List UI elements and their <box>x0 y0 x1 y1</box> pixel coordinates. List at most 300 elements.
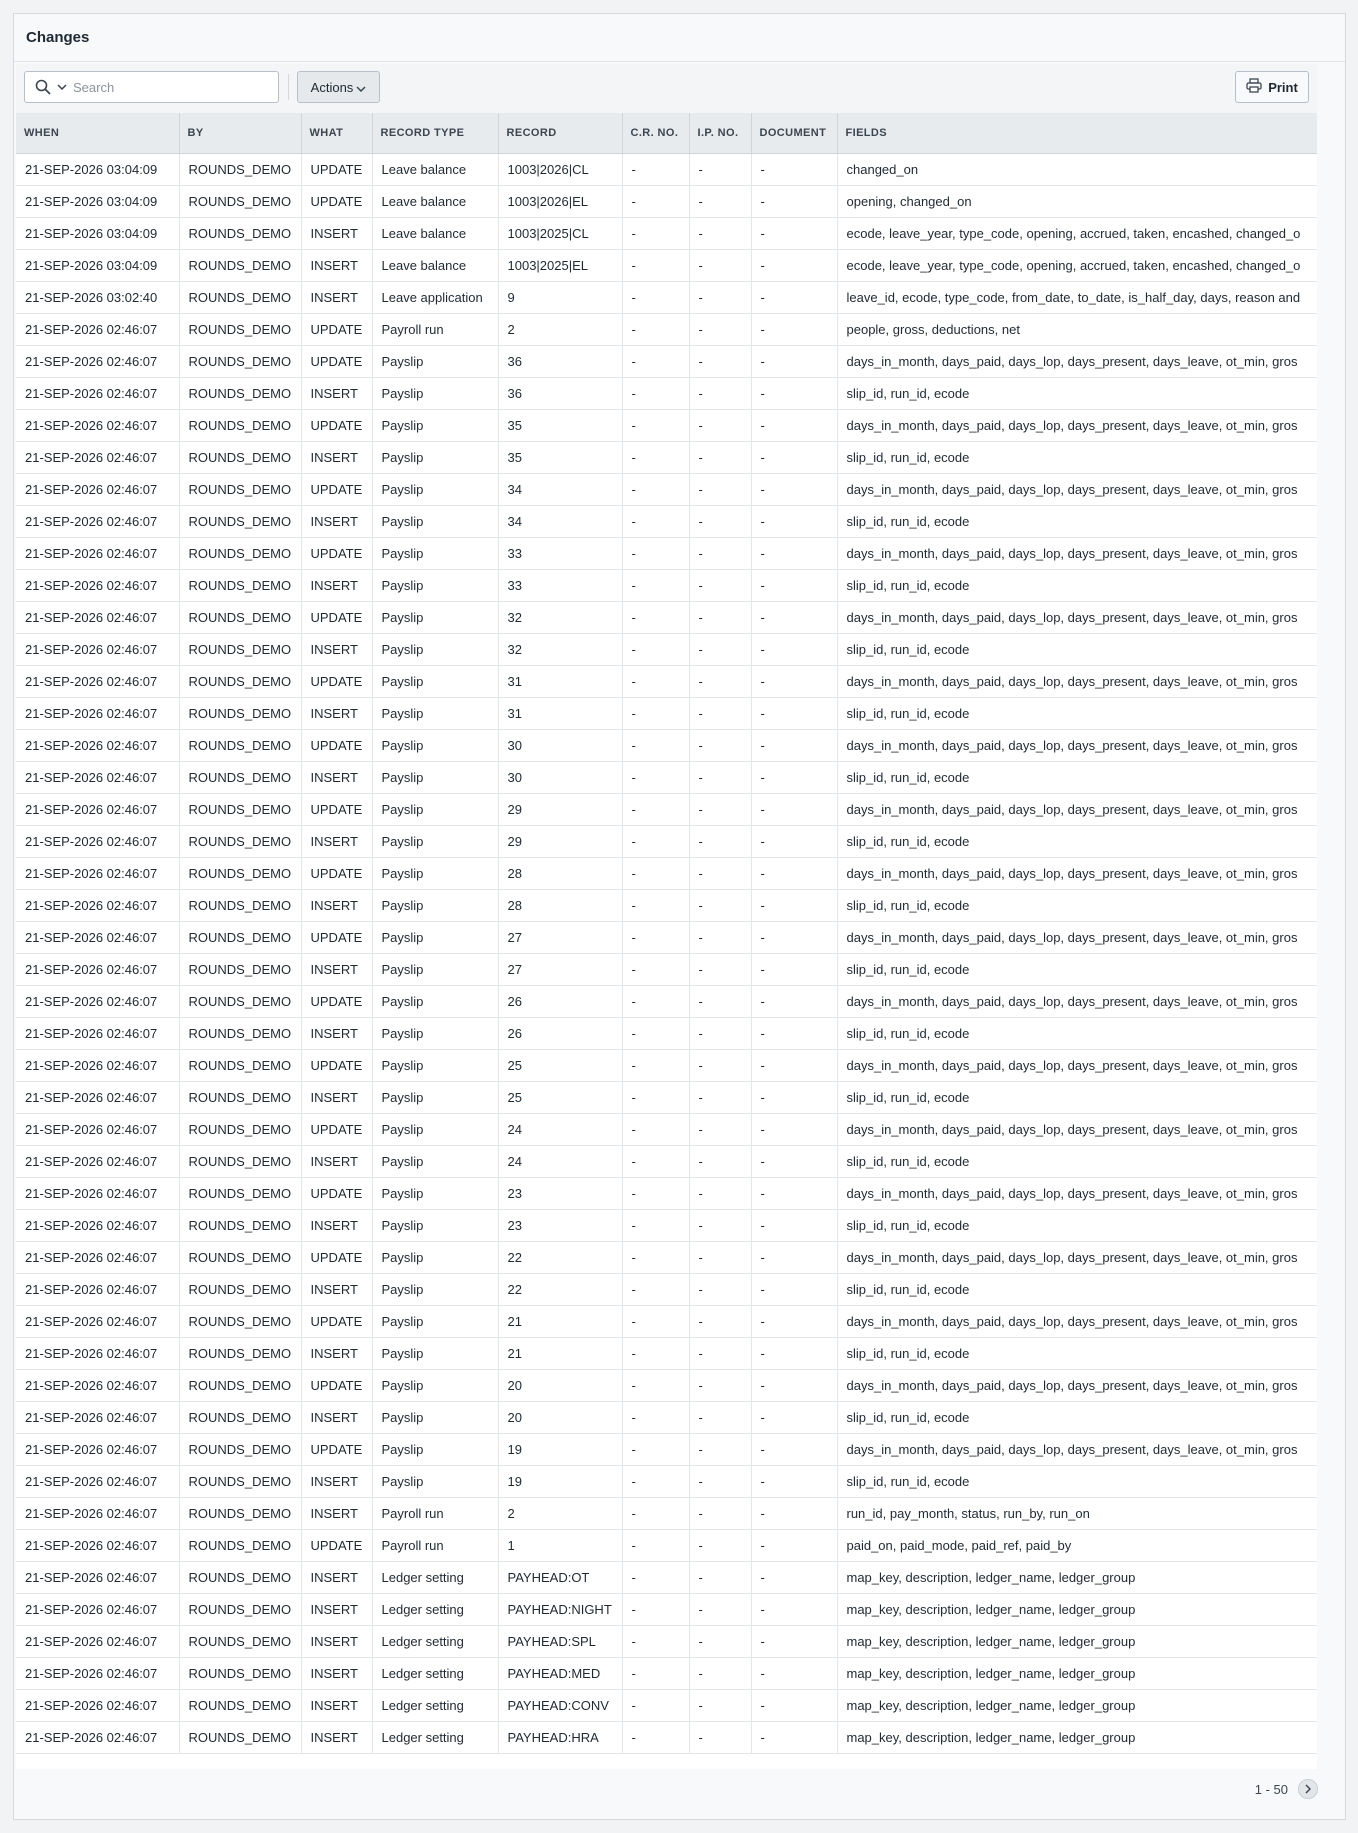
cell-cr-no: - <box>622 505 689 537</box>
column-header-record-type[interactable]: RECORD TYPE <box>372 113 498 153</box>
cell-record: 31 <box>498 665 622 697</box>
cell-fields: slip_id, run_id, ecode <box>837 569 1317 601</box>
cell-document: - <box>751 313 837 345</box>
table-row[interactable] <box>16 1401 1317 1433</box>
table-row[interactable] <box>16 857 1317 889</box>
cell-fields: people, gross, deductions, net <box>837 313 1317 345</box>
cell-record: 2 <box>498 313 622 345</box>
cell-record-type: Payslip <box>372 1433 498 1465</box>
toolbar <box>16 64 1317 113</box>
cell-cr-no: - <box>622 1689 689 1721</box>
cell-what: INSERT <box>301 569 372 601</box>
cell-record-type: Payslip <box>372 953 498 985</box>
cell-by: ROUNDS_DEMO <box>179 1497 301 1529</box>
table-row[interactable] <box>16 217 1317 249</box>
cell-what: INSERT <box>301 1657 372 1689</box>
cell-document: - <box>751 569 837 601</box>
cell-what: INSERT <box>301 1593 372 1625</box>
table-row[interactable] <box>16 569 1317 601</box>
table-row[interactable] <box>16 1497 1317 1529</box>
cell-when: 21-SEP-2026 03:04:09 <box>16 217 179 249</box>
cell-when: 21-SEP-2026 02:46:07 <box>16 345 179 377</box>
cell-when: 21-SEP-2026 02:46:07 <box>16 505 179 537</box>
cell-record: 22 <box>498 1273 622 1305</box>
cell-record: 29 <box>498 825 622 857</box>
cell-fields: changed_on <box>837 153 1317 185</box>
cell-cr-no: - <box>622 1081 689 1113</box>
cell-ip-no: - <box>689 921 751 953</box>
cell-by: ROUNDS_DEMO <box>179 153 301 185</box>
cell-cr-no: - <box>622 665 689 697</box>
cell-by: ROUNDS_DEMO <box>179 377 301 409</box>
table-row[interactable] <box>16 1241 1317 1273</box>
cell-what: UPDATE <box>301 409 372 441</box>
cell-by: ROUNDS_DEMO <box>179 569 301 601</box>
table-row[interactable] <box>16 889 1317 921</box>
cell-when: 21-SEP-2026 02:46:07 <box>16 1465 179 1497</box>
cell-cr-no: - <box>622 569 689 601</box>
cell-ip-no: - <box>689 441 751 473</box>
table-row[interactable] <box>16 729 1317 761</box>
cell-document: - <box>751 505 837 537</box>
table-row[interactable] <box>16 1465 1317 1497</box>
table-row[interactable] <box>16 153 1317 185</box>
cell-record-type: Payslip <box>372 697 498 729</box>
cell-cr-no: - <box>622 1433 689 1465</box>
cell-ip-no: - <box>689 857 751 889</box>
cell-what: INSERT <box>301 697 372 729</box>
panel-header <box>14 14 1345 62</box>
table-row[interactable] <box>16 377 1317 409</box>
cell-what: INSERT <box>301 1145 372 1177</box>
cell-record-type: Payslip <box>372 409 498 441</box>
cell-by: ROUNDS_DEMO <box>179 1529 301 1561</box>
table-row[interactable] <box>16 1625 1317 1657</box>
cell-when: 21-SEP-2026 02:46:07 <box>16 921 179 953</box>
actions-menu-button[interactable] <box>297 71 380 103</box>
cell-record: 29 <box>498 793 622 825</box>
cell-what: INSERT <box>301 825 372 857</box>
cell-cr-no: - <box>622 1209 689 1241</box>
table-row[interactable] <box>16 1273 1317 1305</box>
cell-when: 21-SEP-2026 02:46:07 <box>16 1177 179 1209</box>
cell-what: UPDATE <box>301 1369 372 1401</box>
cell-document: - <box>751 1433 837 1465</box>
cell-cr-no: - <box>622 1401 689 1433</box>
cell-when: 21-SEP-2026 02:46:07 <box>16 793 179 825</box>
table-row[interactable] <box>16 537 1317 569</box>
cell-by: ROUNDS_DEMO <box>179 537 301 569</box>
cell-record-type: Payslip <box>372 1145 498 1177</box>
cell-ip-no: - <box>689 633 751 665</box>
cell-record-type: Payslip <box>372 825 498 857</box>
cell-ip-no: - <box>689 377 751 409</box>
table-row[interactable] <box>16 1049 1317 1081</box>
cell-cr-no: - <box>622 953 689 985</box>
cell-record: 24 <box>498 1113 622 1145</box>
cell-record-type: Payslip <box>372 729 498 761</box>
cell-when: 21-SEP-2026 02:46:07 <box>16 857 179 889</box>
table-row[interactable] <box>16 697 1317 729</box>
cell-cr-no: - <box>622 1497 689 1529</box>
cell-fields: slip_id, run_id, ecode <box>837 441 1317 473</box>
cell-by: ROUNDS_DEMO <box>179 601 301 633</box>
table-row[interactable] <box>16 1657 1317 1689</box>
cell-record-type: Payslip <box>372 1081 498 1113</box>
column-header-ip-no[interactable]: I.P. NO. <box>689 113 751 153</box>
cell-when: 21-SEP-2026 02:46:07 <box>16 985 179 1017</box>
table-row[interactable] <box>16 665 1317 697</box>
cell-document: - <box>751 1145 837 1177</box>
cell-record: PAYHEAD:SPL <box>498 1625 622 1657</box>
table-row[interactable] <box>16 1369 1317 1401</box>
cell-ip-no: - <box>689 1145 751 1177</box>
cell-ip-no: - <box>689 345 751 377</box>
cell-by: ROUNDS_DEMO <box>179 985 301 1017</box>
cell-ip-no: - <box>689 473 751 505</box>
cell-when: 21-SEP-2026 02:46:07 <box>16 1017 179 1049</box>
table-row[interactable] <box>16 1593 1317 1625</box>
cell-record-type: Payroll run <box>372 1497 498 1529</box>
cell-record: 27 <box>498 921 622 953</box>
cell-what: INSERT <box>301 761 372 793</box>
cell-record: 25 <box>498 1081 622 1113</box>
table-row[interactable] <box>16 281 1317 313</box>
cell-document: - <box>751 1081 837 1113</box>
cell-by: ROUNDS_DEMO <box>179 505 301 537</box>
cell-what: UPDATE <box>301 185 372 217</box>
table-row[interactable] <box>16 1561 1317 1593</box>
cell-when: 21-SEP-2026 02:46:07 <box>16 889 179 921</box>
cell-document: - <box>751 921 837 953</box>
cell-when: 21-SEP-2026 02:46:07 <box>16 1241 179 1273</box>
cell-record-type: Payslip <box>372 601 498 633</box>
cell-record-type: Ledger setting <box>372 1561 498 1593</box>
cell-record: 23 <box>498 1177 622 1209</box>
cell-what: INSERT <box>301 1401 372 1433</box>
table-row[interactable] <box>16 1529 1317 1561</box>
table-row[interactable] <box>16 825 1317 857</box>
cell-fields: days_in_month, days_paid, days_lop, days_present, days_leave, ot_min, gros <box>837 857 1317 889</box>
cell-document: - <box>751 665 837 697</box>
column-header-cr-no[interactable]: C.R. NO. <box>622 113 689 153</box>
cell-record: 2 <box>498 1497 622 1529</box>
cell-record: 30 <box>498 761 622 793</box>
cell-fields: days_in_month, days_paid, days_lop, days_present, days_leave, ot_min, gros <box>837 793 1317 825</box>
cell-what: UPDATE <box>301 1049 372 1081</box>
cell-when: 21-SEP-2026 02:46:07 <box>16 1657 179 1689</box>
cell-what: INSERT <box>301 505 372 537</box>
cell-when: 21-SEP-2026 02:46:07 <box>16 1689 179 1721</box>
table-row[interactable] <box>16 1017 1317 1049</box>
cell-fields: slip_id, run_id, ecode <box>837 633 1317 665</box>
cell-record: 28 <box>498 889 622 921</box>
cell-record-type: Payslip <box>372 1337 498 1369</box>
cell-by: ROUNDS_DEMO <box>179 1689 301 1721</box>
chevron-down-icon[interactable] <box>55 72 69 102</box>
cell-ip-no: - <box>689 953 751 985</box>
cell-by: ROUNDS_DEMO <box>179 1721 301 1753</box>
cell-what: UPDATE <box>301 473 372 505</box>
cell-record: 1003|2025|EL <box>498 249 622 281</box>
cell-by: ROUNDS_DEMO <box>179 1049 301 1081</box>
cell-ip-no: - <box>689 1369 751 1401</box>
cell-what: UPDATE <box>301 153 372 185</box>
cell-when: 21-SEP-2026 02:46:07 <box>16 1593 179 1625</box>
cell-fields: run_id, pay_month, status, run_by, run_on <box>837 1497 1317 1529</box>
cell-when: 21-SEP-2026 02:46:07 <box>16 569 179 601</box>
cell-document: - <box>751 345 837 377</box>
cell-document: - <box>751 1625 837 1657</box>
cell-ip-no: - <box>689 537 751 569</box>
cell-document: - <box>751 281 837 313</box>
cell-by: ROUNDS_DEMO <box>179 345 301 377</box>
table-row[interactable] <box>16 1209 1317 1241</box>
cell-record: 33 <box>498 569 622 601</box>
cell-ip-no: - <box>689 1721 751 1753</box>
cell-by: ROUNDS_DEMO <box>179 953 301 985</box>
search-input[interactable] <box>69 73 269 101</box>
cell-what: INSERT <box>301 1017 372 1049</box>
table-row[interactable] <box>16 409 1317 441</box>
cell-ip-no: - <box>689 1113 751 1145</box>
cell-by: ROUNDS_DEMO <box>179 1337 301 1369</box>
cell-what: INSERT <box>301 441 372 473</box>
cell-ip-no: - <box>689 1561 751 1593</box>
cell-cr-no: - <box>622 1721 689 1753</box>
cell-ip-no: - <box>689 761 751 793</box>
cell-fields: slip_id, run_id, ecode <box>837 1145 1317 1177</box>
table-row[interactable] <box>16 1433 1317 1465</box>
cell-document: - <box>751 825 837 857</box>
table-row[interactable] <box>16 985 1317 1017</box>
cell-when: 21-SEP-2026 02:46:07 <box>16 473 179 505</box>
column-header-by[interactable]: BY <box>179 113 301 153</box>
cell-what: INSERT <box>301 1561 372 1593</box>
cell-by: ROUNDS_DEMO <box>179 1273 301 1305</box>
cell-when: 21-SEP-2026 02:46:07 <box>16 1433 179 1465</box>
cell-ip-no: - <box>689 1625 751 1657</box>
cell-record-type: Ledger setting <box>372 1689 498 1721</box>
cell-when: 21-SEP-2026 02:46:07 <box>16 1721 179 1753</box>
cell-fields: days_in_month, days_paid, days_lop, days_present, days_leave, ot_min, gros <box>837 1177 1317 1209</box>
cell-ip-no: - <box>689 1465 751 1497</box>
cell-when: 21-SEP-2026 02:46:07 <box>16 1529 179 1561</box>
cell-fields: map_key, description, ledger_name, ledger_group <box>837 1625 1317 1657</box>
cell-record: 23 <box>498 1209 622 1241</box>
cell-cr-no: - <box>622 1305 689 1337</box>
cell-when: 21-SEP-2026 02:46:07 <box>16 1625 179 1657</box>
cell-when: 21-SEP-2026 02:46:07 <box>16 953 179 985</box>
cell-what: UPDATE <box>301 1113 372 1145</box>
print-button-label: Print <box>1268 79 1298 95</box>
column-header-fields[interactable]: FIELDS <box>837 113 1317 153</box>
column-header-when[interactable]: WHEN <box>16 113 179 153</box>
table-body <box>16 153 1317 1753</box>
cell-when: 21-SEP-2026 02:46:07 <box>16 633 179 665</box>
cell-document: - <box>751 1017 837 1049</box>
cell-fields: opening, changed_on <box>837 185 1317 217</box>
table-row[interactable] <box>16 185 1317 217</box>
cell-document: - <box>751 377 837 409</box>
table-row[interactable] <box>16 473 1317 505</box>
column-header-what[interactable]: WHAT <box>301 113 372 153</box>
table-row[interactable] <box>16 345 1317 377</box>
cell-fields: days_in_month, days_paid, days_lop, days_present, days_leave, ot_min, gros <box>837 1369 1317 1401</box>
toolbar-divider <box>288 74 289 100</box>
cell-cr-no: - <box>622 1049 689 1081</box>
cell-document: - <box>751 1497 837 1529</box>
cell-by: ROUNDS_DEMO <box>179 441 301 473</box>
cell-cr-no: - <box>622 1145 689 1177</box>
cell-record-type: Payslip <box>372 761 498 793</box>
cell-by: ROUNDS_DEMO <box>179 889 301 921</box>
cell-record: 35 <box>498 441 622 473</box>
table-row[interactable] <box>16 1081 1317 1113</box>
cell-record: 19 <box>498 1433 622 1465</box>
cell-fields: map_key, description, ledger_name, ledger_group <box>837 1657 1317 1689</box>
cell-document: - <box>751 1593 837 1625</box>
cell-fields: slip_id, run_id, ecode <box>837 1081 1317 1113</box>
cell-what: INSERT <box>301 1465 372 1497</box>
cell-cr-no: - <box>622 409 689 441</box>
cell-cr-no: - <box>622 889 689 921</box>
cell-document: - <box>751 1369 837 1401</box>
cell-fields: days_in_month, days_paid, days_lop, days_present, days_leave, ot_min, gros <box>837 409 1317 441</box>
cell-by: ROUNDS_DEMO <box>179 1305 301 1337</box>
next-page-button[interactable] <box>1298 1779 1318 1799</box>
table-row[interactable] <box>16 1337 1317 1369</box>
cell-record-type: Payslip <box>372 1465 498 1497</box>
cell-record-type: Payslip <box>372 633 498 665</box>
cell-document: - <box>751 761 837 793</box>
table-row[interactable] <box>16 1113 1317 1145</box>
cell-cr-no: - <box>622 217 689 249</box>
cell-by: ROUNDS_DEMO <box>179 825 301 857</box>
cell-cr-no: - <box>622 1369 689 1401</box>
cell-record: 20 <box>498 1369 622 1401</box>
cell-fields: days_in_month, days_paid, days_lop, days_present, days_leave, ot_min, gros <box>837 729 1317 761</box>
cell-ip-no: - <box>689 409 751 441</box>
actions-button-label: Actions <box>310 79 354 95</box>
column-header-record[interactable]: RECORD <box>498 113 622 153</box>
cell-record: 25 <box>498 1049 622 1081</box>
cell-cr-no: - <box>622 1273 689 1305</box>
cell-what: UPDATE <box>301 537 372 569</box>
cell-record-type: Ledger setting <box>372 1721 498 1753</box>
cell-fields: days_in_month, days_paid, days_lop, days_present, days_leave, ot_min, gros <box>837 1433 1317 1465</box>
cell-ip-no: - <box>689 1689 751 1721</box>
cell-by: ROUNDS_DEMO <box>179 697 301 729</box>
cell-fields: slip_id, run_id, ecode <box>837 761 1317 793</box>
table-header-row <box>16 113 1317 153</box>
cell-record: PAYHEAD:OT <box>498 1561 622 1593</box>
cell-record: 30 <box>498 729 622 761</box>
cell-by: ROUNDS_DEMO <box>179 761 301 793</box>
cell-record-type: Payslip <box>372 1241 498 1273</box>
table-row[interactable] <box>16 1721 1317 1753</box>
cell-fields: days_in_month, days_paid, days_lop, days_present, days_leave, ot_min, gros <box>837 473 1317 505</box>
cell-ip-no: - <box>689 697 751 729</box>
table-row[interactable] <box>16 1177 1317 1209</box>
cell-ip-no: - <box>689 185 751 217</box>
cell-ip-no: - <box>689 1241 751 1273</box>
cell-what: UPDATE <box>301 793 372 825</box>
table-row[interactable] <box>16 1305 1317 1337</box>
search-icon[interactable] <box>31 72 55 102</box>
cell-fields: days_in_month, days_paid, days_lop, days_present, days_leave, ot_min, gros <box>837 601 1317 633</box>
cell-record-type: Payslip <box>372 1273 498 1305</box>
table-row[interactable] <box>16 601 1317 633</box>
cell-cr-no: - <box>622 729 689 761</box>
table-row[interactable] <box>16 441 1317 473</box>
cell-record-type: Payslip <box>372 921 498 953</box>
cell-cr-no: - <box>622 473 689 505</box>
cell-record: 21 <box>498 1337 622 1369</box>
cell-record-type: Payslip <box>372 1401 498 1433</box>
cell-document: - <box>751 409 837 441</box>
table-row[interactable] <box>16 249 1317 281</box>
table-row[interactable] <box>16 1145 1317 1177</box>
cell-what: UPDATE <box>301 665 372 697</box>
cell-by: ROUNDS_DEMO <box>179 665 301 697</box>
table-row[interactable] <box>16 313 1317 345</box>
print-button[interactable] <box>1235 71 1309 103</box>
table-row[interactable] <box>16 633 1317 665</box>
cell-cr-no: - <box>622 1177 689 1209</box>
cell-document: - <box>751 729 837 761</box>
cell-what: INSERT <box>301 1625 372 1657</box>
cell-what: INSERT <box>301 217 372 249</box>
cell-fields: slip_id, run_id, ecode <box>837 505 1317 537</box>
table-row[interactable] <box>16 793 1317 825</box>
cell-cr-no: - <box>622 1465 689 1497</box>
cell-fields: slip_id, run_id, ecode <box>837 377 1317 409</box>
cell-fields: days_in_month, days_paid, days_lop, days_present, days_leave, ot_min, gros <box>837 1113 1317 1145</box>
cell-record-type: Payslip <box>372 569 498 601</box>
cell-fields: days_in_month, days_paid, days_lop, days_present, days_leave, ot_min, gros <box>837 665 1317 697</box>
cell-document: - <box>751 1721 837 1753</box>
cell-when: 21-SEP-2026 02:46:07 <box>16 441 179 473</box>
printer-icon <box>1246 78 1262 96</box>
cell-what: UPDATE <box>301 857 372 889</box>
table-row[interactable] <box>16 761 1317 793</box>
cell-document: - <box>751 1273 837 1305</box>
column-header-document[interactable]: DOCUMENT <box>751 113 837 153</box>
cell-document: - <box>751 857 837 889</box>
cell-record: 34 <box>498 505 622 537</box>
table-row[interactable] <box>16 953 1317 985</box>
table-row[interactable] <box>16 505 1317 537</box>
cell-record-type: Payslip <box>372 441 498 473</box>
cell-record-type: Payslip <box>372 1177 498 1209</box>
cell-what: INSERT <box>301 889 372 921</box>
table-row[interactable] <box>16 921 1317 953</box>
cell-record: 31 <box>498 697 622 729</box>
cell-fields: slip_id, run_id, ecode <box>837 1017 1317 1049</box>
cell-what: INSERT <box>301 249 372 281</box>
cell-document: - <box>751 1657 837 1689</box>
cell-ip-no: - <box>689 505 751 537</box>
table-row[interactable] <box>16 1689 1317 1721</box>
cell-record-type: Payslip <box>372 345 498 377</box>
cell-document: - <box>751 1689 837 1721</box>
cell-ip-no: - <box>689 985 751 1017</box>
cell-what: INSERT <box>301 633 372 665</box>
cell-document: - <box>751 1177 837 1209</box>
cell-cr-no: - <box>622 601 689 633</box>
cell-document: - <box>751 1241 837 1273</box>
